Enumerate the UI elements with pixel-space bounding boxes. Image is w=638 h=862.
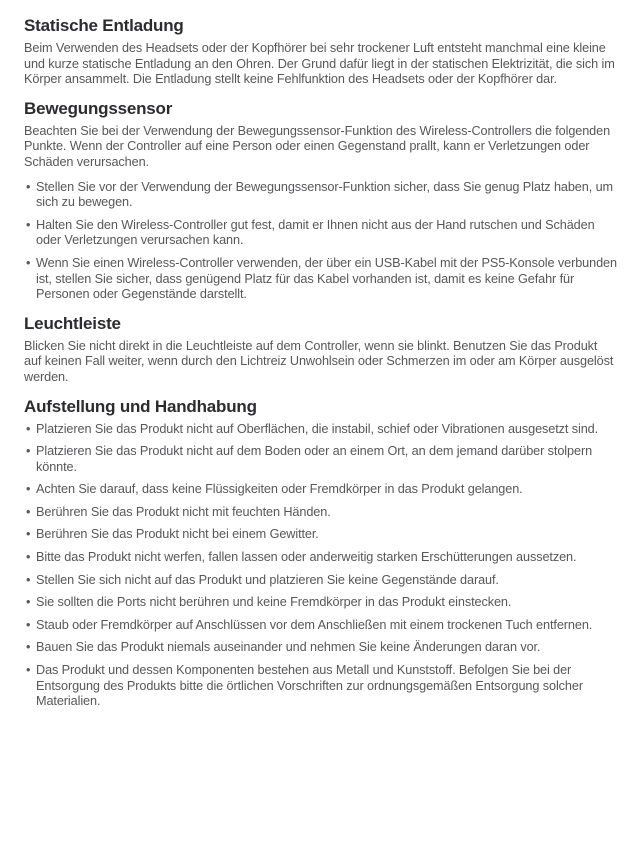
list-item [24,256,618,303]
list-item [24,663,618,710]
list-item-text: Wenn Sie einen Wireless-Controller verwenden, der über ein USB-Kabel mit der PS5-Konsole verbunden ist, stellen Sie sicher, dass genügend Platz für das Kabel vorhanden ist, damit es keine Gefahr für Personen oder Gegenstände darstellt. [36,255,617,302]
bullet-icon: • [26,640,31,655]
section-bewegungssensor [24,99,618,303]
section-paragraph: Beachten Sie bei der Verwendung der Bewegungssensor-Funktion des Wireless-Controllers die folgenden Punkte. Wenn der Controller auf eine Person oder einen Gegenstand prallt, kann er Verletzungen oder Schäden verursachen. [24,123,611,169]
section-paragraph: Blicken Sie nicht direkt in die Leuchtleiste auf dem Controller, wenn sie blinkt. Benutzen Sie das Produkt auf keinen Fall weiter, wenn durch den Lichtreiz Unwohlsein oder Schmerzen im oder am Körper ausgelöst werden. [24,338,614,384]
list-item-text: Platzieren Sie das Produkt nicht auf Oberflächen, die instabil, schief oder Vibrationen ausgesetzt sind. [36,421,599,436]
section-heading: Leuchtleiste [24,313,121,333]
section-heading: Bewegungssensor [24,98,173,118]
bullet-icon: • [26,595,31,610]
list-item-text: Sie sollten die Ports nicht berühren und keine Fremdkörper in das Produkt einstecken. [36,595,512,610]
bullet-icon: • [26,663,31,678]
bullet-icon: • [26,617,31,632]
section-leuchtleiste [24,314,618,386]
bullet-icon: • [26,504,31,519]
list-item-text: Stellen Sie vor der Verwendung der Bewegungssensor-Funktion sicher, dass Sie genug Platz haben, um sich zu bewegen. [36,179,613,210]
list-item [24,422,618,438]
list-item [24,218,618,249]
list-item-text: Platzieren Sie das Produkt nicht auf dem Boden oder an einem Ort, an dem jemand darüber stolpern könnte. [36,444,593,474]
list-item-text: Bitte das Produkt nicht werfen, fallen lassen oder anderweitig starken Erschütterungen aussetzen. [36,550,577,565]
list-item [24,618,618,634]
bullet-icon: • [26,444,31,459]
list-item [24,595,618,611]
list-item [24,640,618,656]
bullet-icon: • [26,217,31,232]
list-item-text: Staub oder Fremdkörper auf Anschlüssen vor dem Anschließen mit einem trockenen Tuch entfernen. [36,617,593,632]
list-item-text: Berühren Sie das Produkt nicht bei einem Gewitter. [36,527,319,542]
section-heading: Statische Entladung [24,16,184,35]
list-item-text: Stellen Sie sich nicht auf das Produkt und platzieren Sie keine Gegenstände darauf. [36,572,499,587]
bullet-icon: • [26,572,31,587]
bullet-icon: • [26,421,31,436]
list-item [24,444,618,475]
list-item [24,180,618,211]
section-aufstellung-und-handhabung [24,397,618,710]
bullet-list [24,422,618,710]
list-item-text: Bauen Sie das Produkt niemals auseinander und nehmen Sie keine Änderungen daran vor. [36,640,541,655]
bullet-icon: • [26,482,31,497]
list-item [24,527,618,543]
list-item-text: Achten Sie darauf, dass keine Flüssigkeiten oder Fremdkörper in das Produkt gelangen. [36,482,523,497]
list-item [24,482,618,498]
list-item [24,573,618,589]
bullet-list [24,180,618,303]
section-heading: Aufstellung und Handhabung [24,396,257,416]
section-statische-entladung [24,16,618,88]
list-item-text: Das Produkt und dessen Komponenten bestehen aus Metall und Kunststoff. Befolgen Sie bei der Entsorgung des Produkts bitte die örtlichen Vorschriften zur ordnungsgemäßen Entsorgung solcher Materialien. [36,663,583,709]
list-item [24,505,618,521]
list-item [24,550,618,566]
list-item-text: Berühren Sie das Produkt nicht mit feuchten Händen. [36,504,331,519]
bullet-icon: • [26,179,31,194]
document-page [24,16,618,710]
section-paragraph: Beim Verwenden des Headsets oder der Kopfhörer bei sehr trockener Luft entsteht manchmal eine kleine und kurze statische Entladung an den Ohren. Der Grund dafür liegt in der statischen Elektrizität, die sich im Körper ansammelt. Die Entladung stellt keine Fehlfunktion des Headsets oder der Kopfhörer dar. [24,41,615,87]
bullet-icon: • [26,527,31,542]
list-item-text: Halten Sie den Wireless-Controller gut fest, damit er Ihnen nicht aus der Hand rutschen und Schäden oder Verletzungen verursachen kann. [36,217,595,248]
bullet-icon: • [26,255,31,270]
bullet-icon: • [26,550,31,565]
